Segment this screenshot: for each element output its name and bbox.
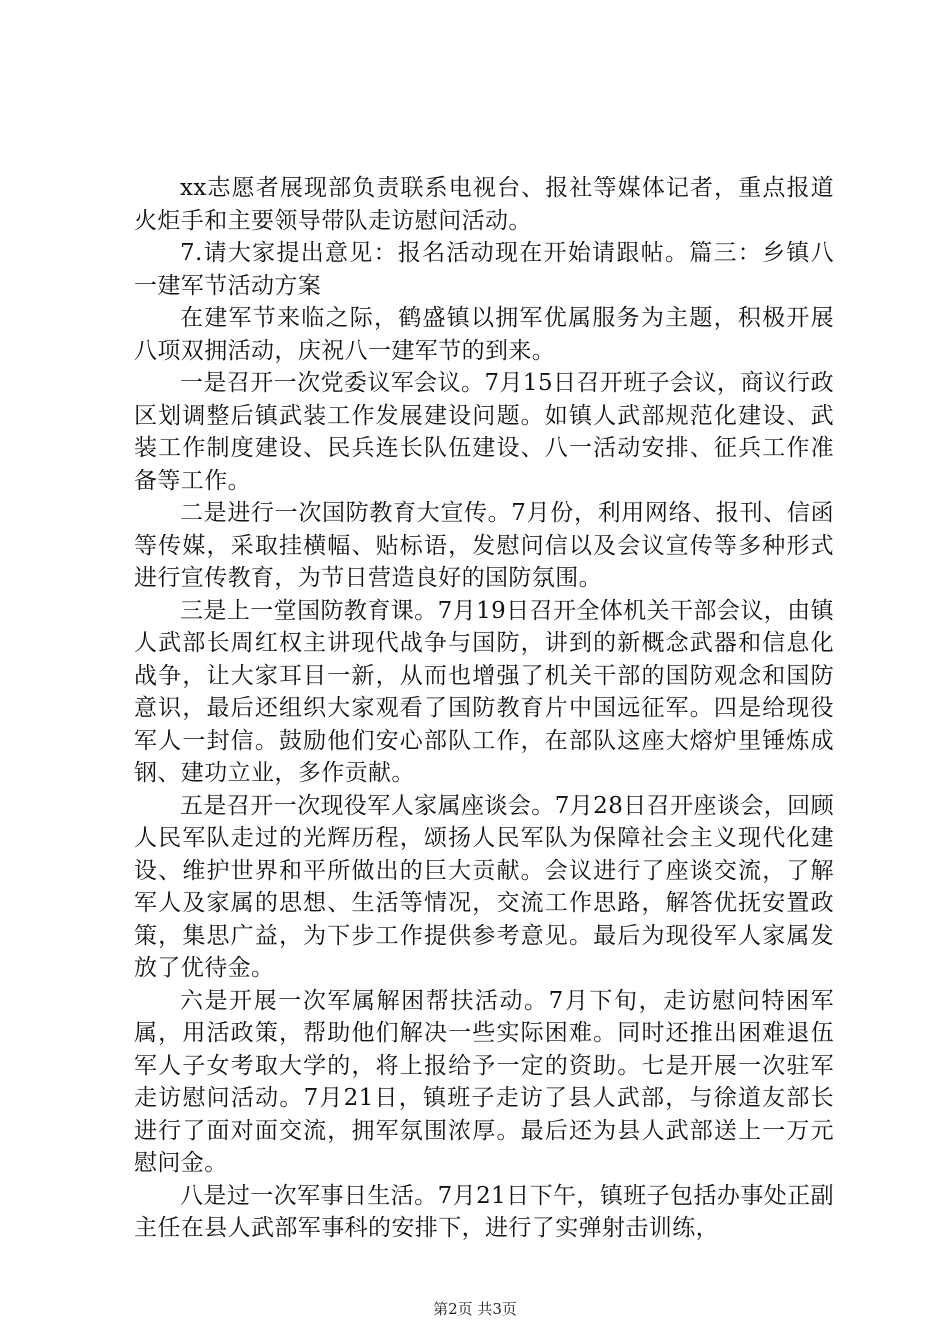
paragraph-item-eight: 八是过一次军事日生活。7月21日下午，镇班子包括办事处正副主任在县人武部军事科的安排下，进行了实弹射击训练， — [134, 1182, 834, 1241]
paragraph-media-coverage: xx志愿者展现部负责联系电视台、报社等媒体记者，重点报道火炬手和主要领导带队走访慰问活动。 — [134, 175, 834, 234]
paragraph-item-six-seven: 六是开展一次军属解困帮扶活动。7月下旬，走访慰问特困军属，用活政策，帮助他们解决一些实际困难。同时还推出困难退伍军人子女考取大学的，将上报给予一定的资助。七是开展一次驻军走访慰问活动。7月21日，镇班子走访了县人武部，与徐道友部长进行了面对面交流，拥军氛围浓厚。最后还为县人武部送上一万元慰问金。 — [134, 987, 834, 1176]
paragraph-introduction: 在建军节来临之际，鹤盛镇以拥军优属服务为主题，积极开展八项双拥活动，庆祝八一建军节的到来。 — [134, 305, 834, 364]
paragraph-item-two: 二是进行一次国防教育大宣传。7月份，利用网络、报刊、信函等传媒，采取挂横幅、贴标语，发慰问信以及会议宣传等多种形式进行宣传教育，为节日营造良好的国防氛围。 — [134, 500, 834, 591]
paragraph-item-five: 五是召开一次现役军人家属座谈会。7月28日召开座谈会，回顾人民军队走过的光辉历程，颂扬人民军队为保障社会主义现代化建设、维护世界和平所做出的巨大贡献。会议进行了座谈交流，了解军人及家属的思想、生活等情况，交流工作思路，解答优抚安置政策，集思广益，为下步工作提供参考意见。最后为现役军人家属发放了优待金。 — [134, 792, 834, 981]
paragraph-feedback-signup: 7.请大家提出意见：报名活动现在开始请跟帖。篇三：乡镇八一建军节活动方案 — [134, 240, 834, 299]
document-body — [134, 172, 834, 1245]
paragraph-item-three-four: 三是上一堂国防教育课。7月19日召开全体机关干部会议，由镇人武部长周红权主讲现代战争与国防，讲到的新概念武器和信息化战争，让大家耳目一新，从而也增强了机关干部的国防观念和国防意识，最后还组织大家观看了国防教育片中国远征军。四是给现役军人一封信。鼓励他们安心部队工作，在部队这座大熔炉里锤炼成钢、建功立业，多作贡献。 — [134, 597, 834, 786]
paragraph-item-one: 一是召开一次党委议军会议。7月15日召开班子会议，商议行政区划调整后镇武装工作发展建设问题。如镇人武部规范化建设、武装工作制度建设、民兵连长队伍建设、八一活动安排、征兵工作准备等工作。 — [134, 370, 834, 494]
page-footer: 第2页 共3页 — [433, 1300, 517, 1318]
